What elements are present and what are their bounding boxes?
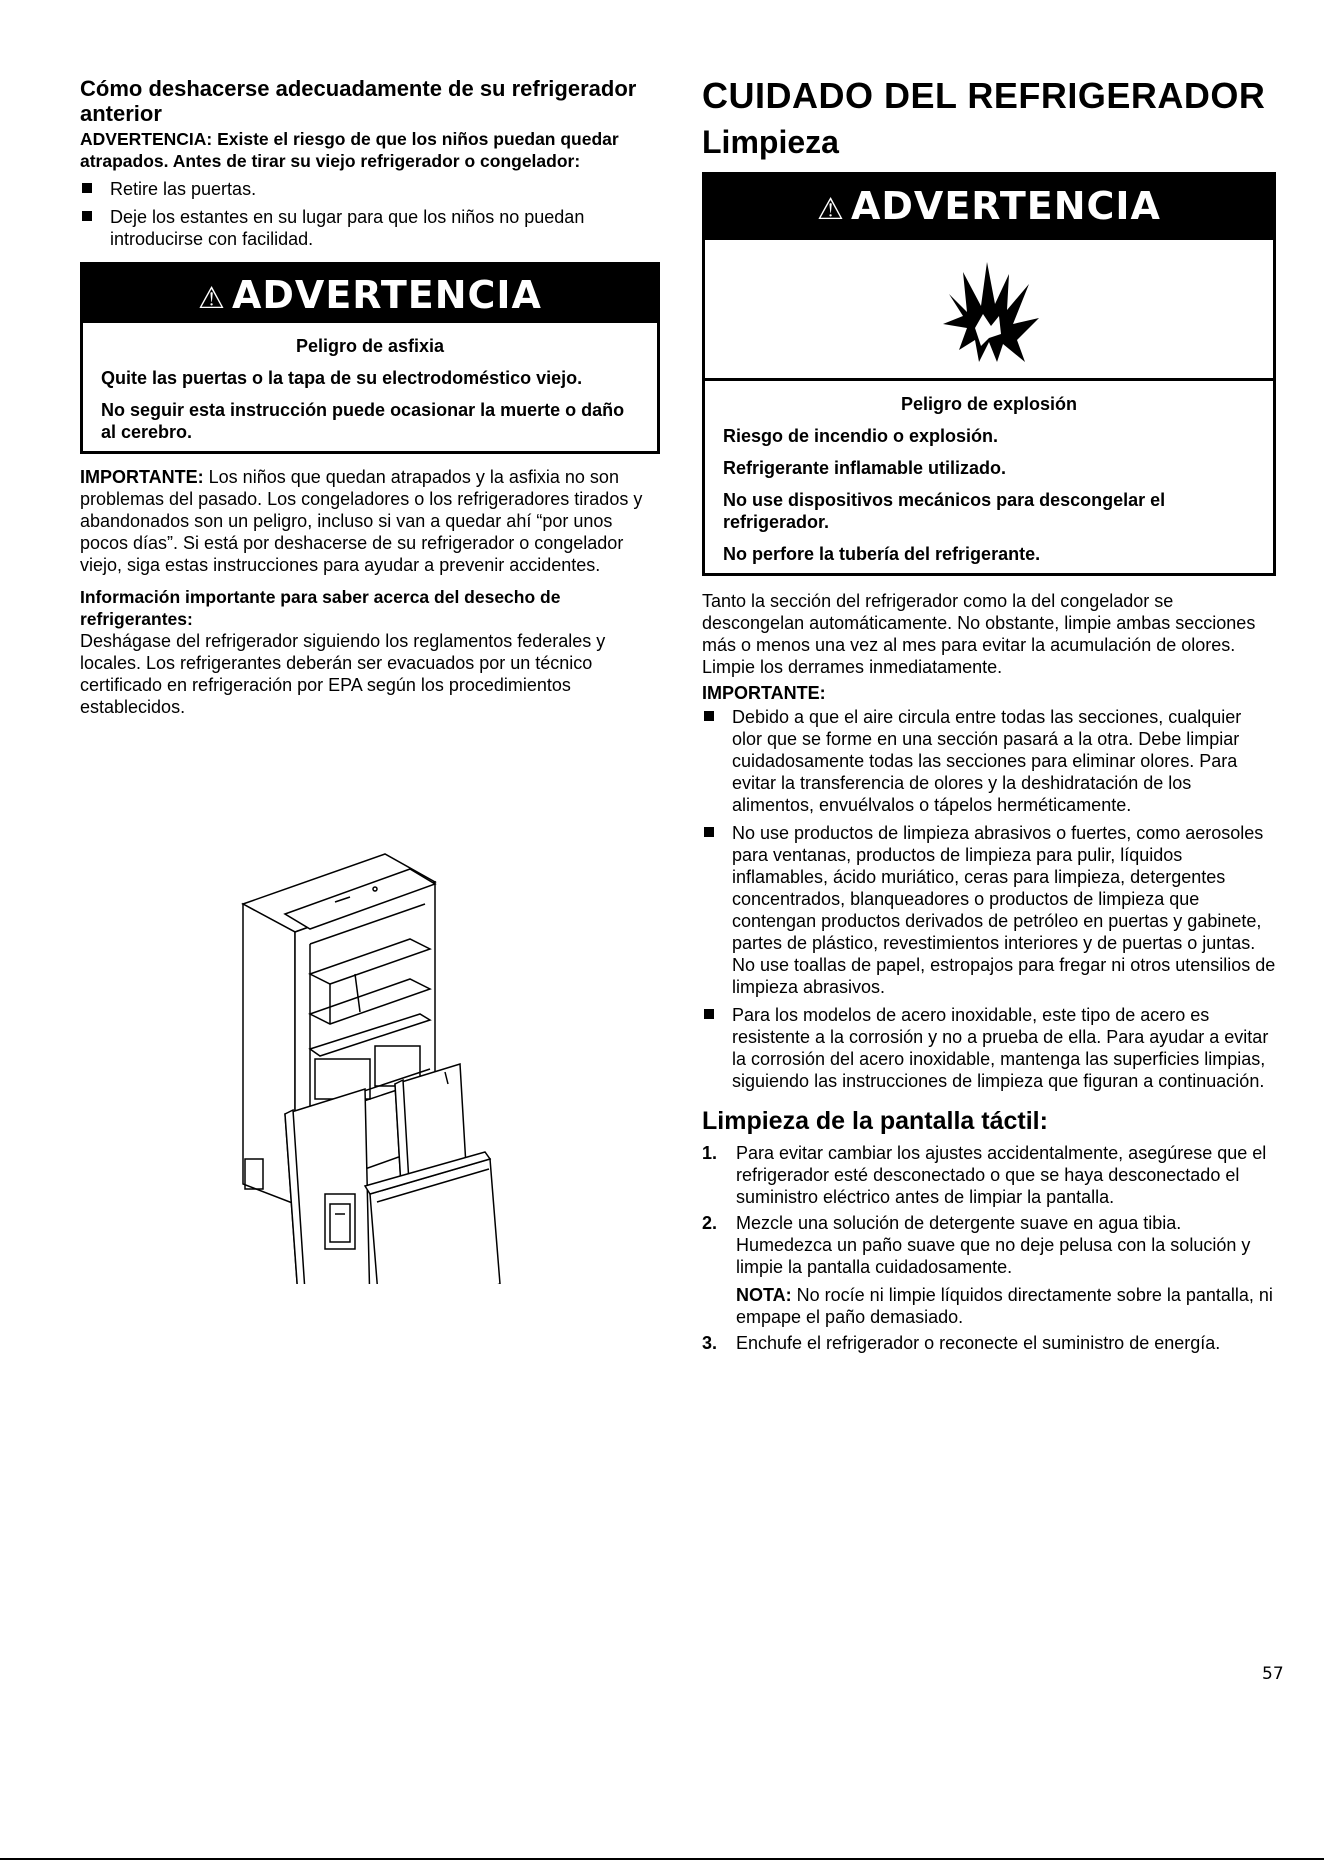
warning-line: Riesgo de incendio o explosión. bbox=[723, 426, 999, 446]
warning-line: No use dispositivos mecánicos para descongelar el refrigerador. bbox=[723, 490, 1166, 532]
warning-line: Quite las puertas o la tapa de su electrodoméstico viejo. bbox=[101, 368, 583, 388]
refrigerant-text: Deshágase del refrigerador siguiendo los reglamentos federales y locales. Los refrigerantes deberán ser evacuados por un técnico certificado en refrigeración por EPA según los procedimientos establecidos. bbox=[80, 631, 606, 717]
list-item: No use productos de limpieza abrasivos o fuertes, como aerosoles para ventanas, productos de limpieza para pulir, líquidos inflamables, ácido muriático, ceras para limpieza, detergentes concentrados, blanqueadores o productos de limpieza que contengan productos derivados de petróleo en puertas y gabinete, partes de plástico, revestimientos interiores y de puertas o juntas. No use toallas de papel, estropajos para fregar ni otros utensilios de limpieza abrasivos. bbox=[702, 822, 1276, 998]
refrigerator-illustration bbox=[235, 814, 595, 1284]
disposal-heading: Cómo deshacerse adecuadamente de su refrigerador anterior bbox=[80, 76, 637, 126]
warning-triangle-icon: ⚠ bbox=[817, 192, 845, 227]
warning-line: Refrigerante inflamable utilizado. bbox=[723, 458, 1007, 478]
warning-line: No seguir esta instrucción puede ocasionar la muerte o daño al cerebro. bbox=[101, 400, 625, 442]
warning-triangle-icon: ⚠ bbox=[198, 281, 226, 316]
warning-line: No perfore la tubería del refrigerante. bbox=[723, 544, 1041, 564]
refrigerant-heading: Información importante para saber acerca del desecho de refrigerantes: bbox=[80, 587, 561, 629]
warning-title: Peligro de asfixia bbox=[295, 336, 445, 356]
explosion-icon bbox=[929, 254, 1049, 364]
disposal-bullets bbox=[80, 178, 660, 250]
children-warning-intro: ADVERTENCIA: Existe el riesgo de que los niños puedan quedar atrapados. Antes de tirar su viejo refrigerador o congelador: bbox=[80, 129, 619, 171]
touchscreen-steps bbox=[702, 1142, 1276, 1354]
warning-body bbox=[83, 323, 657, 451]
cleaning-intro: Tanto la sección del refrigerador como la del congelador se descongelan automáticamente. No obstante, limpie ambas secciones más o menos una vez al mes para evitar la acumulación de olores. Limpie los derrames inmediatamente. bbox=[702, 591, 1256, 677]
suffocation-warning-box bbox=[80, 262, 660, 454]
warning-body bbox=[705, 381, 1273, 573]
important-label: IMPORTANTE: bbox=[702, 683, 826, 703]
bottom-rule bbox=[0, 1858, 1324, 1860]
list-item: Para los modelos de acero inoxidable, este tipo de acero es resistente a la corrosión y no a prueba de ella. Para ayudar a evitar la corrosión del acero inoxidable, mantenga las superficies limpias, siguiendo las instrucciones de limpieza que figuran a continuación. bbox=[702, 1004, 1276, 1092]
cleaning-subtitle: Limpieza bbox=[702, 124, 839, 160]
list-item: 3. Enchufe el refrigerador o reconecte el suministro de energía. bbox=[702, 1333, 1221, 1353]
left-column bbox=[80, 76, 660, 718]
list-item: Debido a que el aire circula entre todas las secciones, cualquier olor que se forme en una sección pasará a la otra. Debe limpiar cuidadosamente todas las secciones para eliminar olores. Para evitar la transferencia de olores y la deshidratación de los alimentos, envuélvalos o tápelos herméticamente. bbox=[702, 706, 1276, 816]
explosion-warning-box bbox=[702, 172, 1276, 576]
note: NOTA: No rocíe ni limpie líquidos directamente sobre la pantalla, ni empape el paño demasiado. bbox=[736, 1285, 1273, 1327]
list-item: 1. Para evitar cambiar los ajustes accidentalmente, asegúrese que el refrigerador esté desconectado o que se haya desconectado el suministro eléctrico antes de limpiar la pantalla. bbox=[702, 1143, 1267, 1207]
important-paragraph: IMPORTANTE: Los niños que quedan atrapados y la asfixia no son problemas del pasado. Los congeladores o los refrigeradores tirados y abandonados son un peligro, incluso si van a quedar ahí “por unos pocos días”. Si está por deshacerse de su refrigerador o congelador viejo, siga estas instrucciones para ayudar a prevenir accidentes. bbox=[80, 467, 643, 575]
warning-header: ⚠ ADVERTENCIA bbox=[705, 175, 1273, 237]
list-item: Deje los estantes en su lugar para que los niños no puedan introducirse con facilidad. bbox=[80, 206, 660, 250]
warning-header: ⚠ ADVERTENCIA bbox=[83, 265, 657, 323]
list-item: 2. Mezcle una solución de detergente suave en agua tibia. Humedezca un paño suave que no deje pelusa con la solución y limpie la pantalla cuidadosamente. NOTA: No rocíe ni limpie líquidos directamente sobre la pantalla, ni empape el paño demasiado. bbox=[702, 1212, 1276, 1328]
cleaning-bullets bbox=[702, 706, 1276, 1092]
list-item: Retire las puertas. bbox=[80, 178, 660, 200]
touchscreen-title: Limpieza de la pantalla táctil: bbox=[702, 1107, 1048, 1135]
page-number: 57 bbox=[1262, 1664, 1284, 1684]
explosion-symbol-panel bbox=[705, 237, 1273, 381]
section-title: CUIDADO DEL REFRIGERADOR bbox=[702, 75, 1266, 116]
warning-title: Peligro de explosión bbox=[900, 394, 1078, 414]
right-column bbox=[702, 76, 1276, 1358]
